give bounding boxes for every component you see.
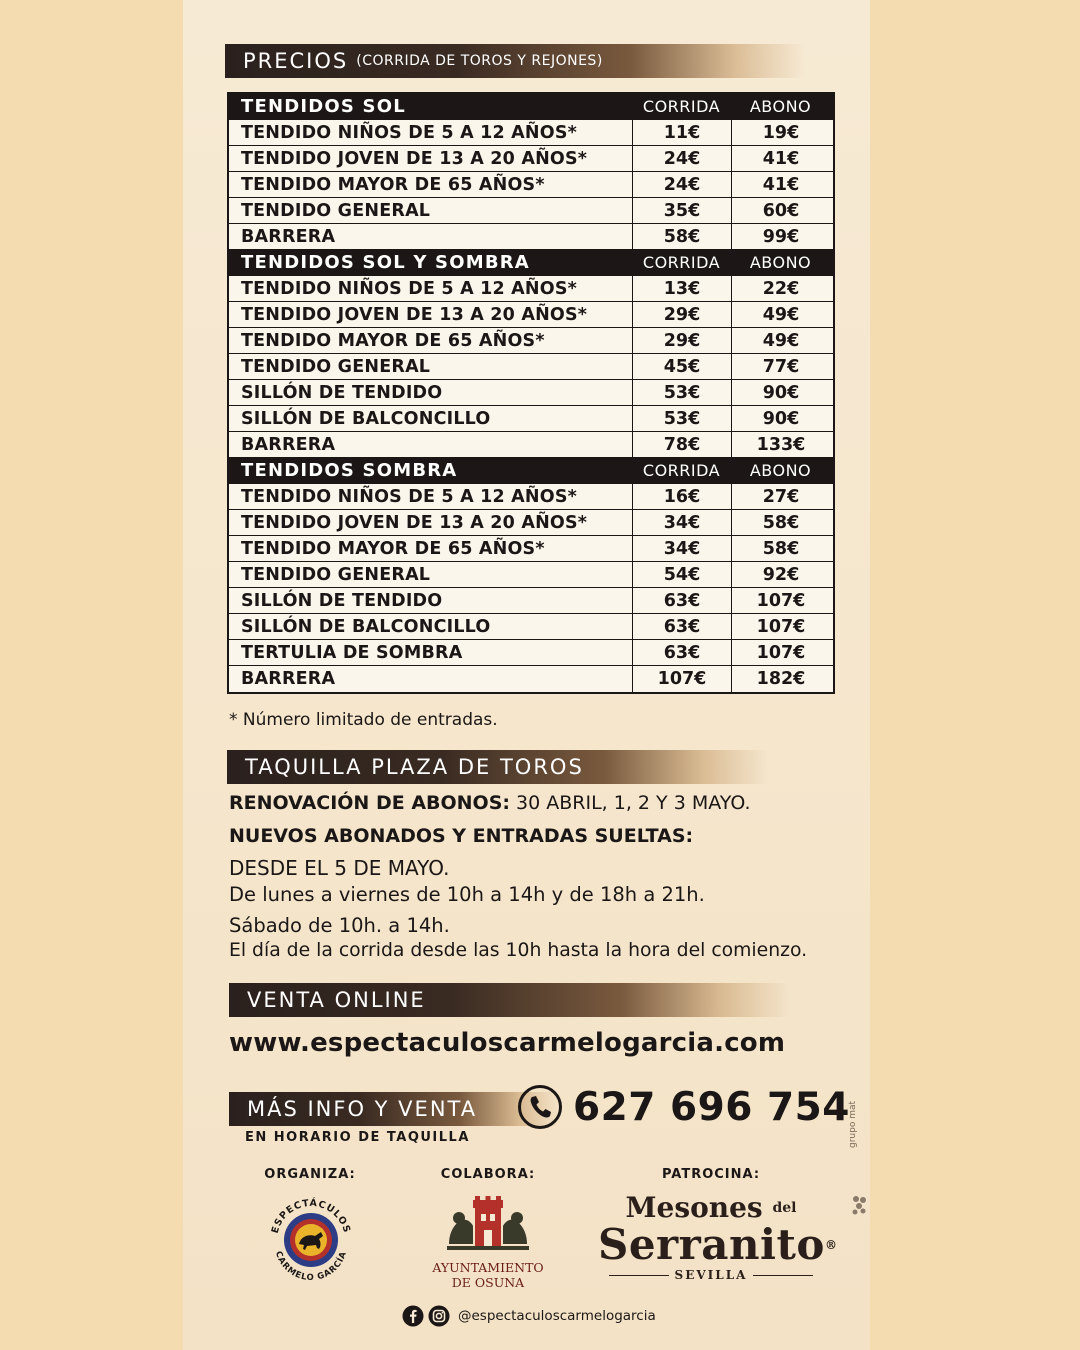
- info-header: [229, 1092, 559, 1126]
- serranito-rule-right: [753, 1275, 813, 1276]
- price-corrida: 63€: [632, 640, 731, 665]
- col-abono-header: ABONO: [749, 253, 812, 272]
- section-name: TENDIDOS SOL: [241, 96, 406, 117]
- price-abono: 27€: [731, 484, 830, 509]
- seat-type: BARRERA: [241, 434, 336, 455]
- seat-type: TENDIDO GENERAL: [241, 564, 431, 585]
- serranito-mesones: Mesones: [625, 1191, 763, 1224]
- organiza-logo-bottom: CARMELO GARCÍA: [272, 1249, 350, 1284]
- price-abono: 182€: [731, 666, 830, 692]
- price-corrida: 63€: [632, 588, 731, 613]
- seat-type: SILLÓN DE BALCONCILLO: [241, 616, 491, 637]
- carmelo-garcia-logo: [263, 1192, 359, 1288]
- facebook-icon[interactable]: [402, 1305, 424, 1327]
- price-row: [229, 146, 833, 172]
- price-abono: 99€: [731, 224, 830, 249]
- price-row: [229, 406, 833, 432]
- price-corrida: 107€: [632, 666, 731, 692]
- price-abono: 107€: [731, 614, 830, 639]
- seat-type: TENDIDO NIÑOS DE 5 A 12 AÑOS*: [241, 486, 577, 507]
- seat-type: TENDIDO MAYOR DE 65 AÑOS*: [241, 538, 545, 559]
- seat-type: SILLÓN DE TENDIDO: [241, 382, 443, 403]
- section-header: [229, 250, 833, 276]
- price-row: [229, 562, 833, 588]
- serranito-city-line: [598, 1268, 824, 1282]
- price-corrida: 63€: [632, 614, 731, 639]
- osuna-line2: DE OSUNA: [451, 1275, 525, 1290]
- serranito-rule-left: [609, 1275, 669, 1276]
- price-abono: 49€: [731, 328, 830, 353]
- price-corrida: 45€: [632, 354, 731, 379]
- print-credit: grupo mat: [848, 1100, 858, 1148]
- price-corrida: 13€: [632, 276, 731, 301]
- price-abono: 19€: [731, 120, 830, 145]
- seat-type: TENDIDO JOVEN DE 13 A 20 AÑOS*: [241, 512, 588, 533]
- price-corrida: 11€: [632, 120, 731, 145]
- price-row: [229, 354, 833, 380]
- price-corrida: 78€: [632, 432, 731, 457]
- horario-corrida: El día de la corrida desde las 10h hasta la hora del comienzo.: [229, 940, 808, 961]
- patrocina-label: PATROCINA:: [661, 1167, 761, 1182]
- section-name: TENDIDOS SOMBRA: [241, 460, 458, 481]
- section-header: [229, 94, 833, 120]
- precios-subtitle: (CORRIDA DE TOROS Y REJONES): [356, 53, 603, 69]
- phone-icon: [517, 1084, 563, 1130]
- price-row: [229, 510, 833, 536]
- price-row: [229, 172, 833, 198]
- price-corrida: 35€: [632, 198, 731, 223]
- seat-type: TENDIDO NIÑOS DE 5 A 12 AÑOS*: [241, 278, 577, 299]
- price-corrida: 34€: [632, 536, 731, 561]
- price-corrida: 24€: [632, 172, 731, 197]
- price-corrida: 29€: [632, 328, 731, 353]
- price-row: [229, 120, 833, 146]
- col-corrida-header: CORRIDA: [642, 461, 721, 480]
- seat-type: TENDIDO JOVEN DE 13 A 20 AÑOS*: [241, 148, 588, 169]
- renovacion-dates: 30 ABRIL, 1, 2 Y 3 MAYO.: [516, 792, 751, 814]
- price-row: [229, 276, 833, 302]
- col-corrida-header: CORRIDA: [642, 97, 721, 116]
- taquilla-header: [227, 750, 767, 784]
- social-handle[interactable]: @espectaculoscarmelogarcia: [458, 1308, 656, 1324]
- serranito-registered: ®: [824, 1238, 838, 1252]
- price-row: [229, 328, 833, 354]
- price-table: [227, 92, 835, 694]
- print-credit-mark: [851, 1194, 869, 1216]
- price-row: [229, 614, 833, 640]
- seat-type: TENDIDO NIÑOS DE 5 A 12 AÑOS*: [241, 122, 577, 143]
- price-abono: 92€: [731, 562, 830, 587]
- seat-type: TENDIDO GENERAL: [241, 200, 431, 221]
- price-abono: 90€: [731, 380, 830, 405]
- price-corrida: 54€: [632, 562, 731, 587]
- desde-fecha: DESDE EL 5 DE MAYO.: [229, 856, 450, 880]
- price-row: [229, 640, 833, 666]
- osuna-name: [428, 1260, 548, 1290]
- price-abono: 58€: [731, 510, 830, 535]
- nuevos-abonados: NUEVOS ABONADOS Y ENTRADAS SUELTAS:: [229, 825, 694, 847]
- seat-type: TENDIDO MAYOR DE 65 AÑOS*: [241, 330, 545, 351]
- serranito-logo: [598, 1191, 838, 1282]
- website-link[interactable]: www.espectaculoscarmelogarcia.com: [229, 1028, 786, 1058]
- price-row: [229, 432, 833, 458]
- price-corrida: 34€: [632, 510, 731, 535]
- price-corrida: 58€: [632, 224, 731, 249]
- instagram-icon[interactable]: [428, 1305, 450, 1327]
- renovacion-line: [229, 792, 751, 814]
- col-corrida-header: CORRIDA: [642, 253, 721, 272]
- footnote: * Número limitado de entradas.: [229, 710, 498, 730]
- price-corrida: 24€: [632, 146, 731, 171]
- col-abono-header: ABONO: [749, 461, 812, 480]
- price-corrida: 16€: [632, 484, 731, 509]
- renovacion-label: RENOVACIÓN DE ABONOS:: [229, 792, 510, 814]
- price-abono: 58€: [731, 536, 830, 561]
- colabora-label: COLABORA:: [440, 1167, 536, 1182]
- venta-online-title: VENTA ONLINE: [247, 988, 426, 1012]
- price-row: [229, 198, 833, 224]
- price-abono: 41€: [731, 172, 830, 197]
- price-abono: 107€: [731, 588, 830, 613]
- price-abono: 41€: [731, 146, 830, 171]
- price-abono: 60€: [731, 198, 830, 223]
- seat-type: BARRERA: [241, 226, 336, 247]
- horario-sabado: Sábado de 10h. a 14h.: [229, 914, 450, 937]
- col-abono-header: ABONO: [749, 97, 812, 116]
- price-row: [229, 224, 833, 250]
- seat-type: SILLÓN DE TENDIDO: [241, 590, 443, 611]
- price-row: [229, 536, 833, 562]
- seat-type: TENDIDO MAYOR DE 65 AÑOS*: [241, 174, 545, 195]
- info-title: MÁS INFO Y VENTA: [247, 1097, 478, 1121]
- price-abono: 133€: [731, 432, 830, 457]
- price-corrida: 53€: [632, 406, 731, 431]
- seat-type: SILLÓN DE BALCONCILLO: [241, 408, 491, 429]
- social-links: [402, 1305, 656, 1327]
- price-row: [229, 302, 833, 328]
- osuna-coat-of-arms: [445, 1192, 531, 1256]
- organiza-logo-top: ESPECTÁCULOS: [269, 1197, 353, 1235]
- precios-header: [225, 44, 805, 78]
- price-row: [229, 484, 833, 510]
- section-header: [229, 458, 833, 484]
- price-abono: 77€: [731, 354, 830, 379]
- seat-type: BARRERA: [241, 669, 336, 689]
- serranito-main-line: [598, 1220, 838, 1269]
- venta-online-header: [229, 983, 789, 1017]
- price-corrida: 53€: [632, 380, 731, 405]
- seat-type: TENDIDO JOVEN DE 13 A 20 AÑOS*: [241, 304, 588, 325]
- horario-semana: De lunes a viernes de 10h a 14h y de 18h a 21h.: [229, 883, 705, 906]
- phone-number[interactable]: 627 696 754: [573, 1084, 850, 1130]
- info-subtitle: EN HORARIO DE TAQUILLA: [245, 1130, 470, 1145]
- seat-type: TENDIDO GENERAL: [241, 356, 431, 377]
- price-abono: 107€: [731, 640, 830, 665]
- serranito-name: Serranito: [598, 1220, 825, 1269]
- price-row: [229, 666, 833, 692]
- serranito-del: del: [772, 1200, 797, 1216]
- phone-block: [517, 1084, 850, 1130]
- taquilla-title: TAQUILLA PLAZA DE TOROS: [245, 755, 584, 779]
- price-abono: 49€: [731, 302, 830, 327]
- price-row: [229, 380, 833, 406]
- precios-title: PRECIOS: [243, 49, 349, 73]
- price-row: [229, 588, 833, 614]
- seat-type: TERTULIA DE SOMBRA: [241, 642, 463, 663]
- price-abono: 22€: [731, 276, 830, 301]
- organiza-label: ORGANIZA:: [264, 1167, 356, 1182]
- price-corrida: 29€: [632, 302, 731, 327]
- serranito-city: SEVILLA: [674, 1268, 748, 1282]
- section-name: TENDIDOS SOL Y SOMBRA: [241, 252, 530, 273]
- osuna-line1: AYUNTAMIENTO: [432, 1260, 544, 1275]
- price-abono: 90€: [731, 406, 830, 431]
